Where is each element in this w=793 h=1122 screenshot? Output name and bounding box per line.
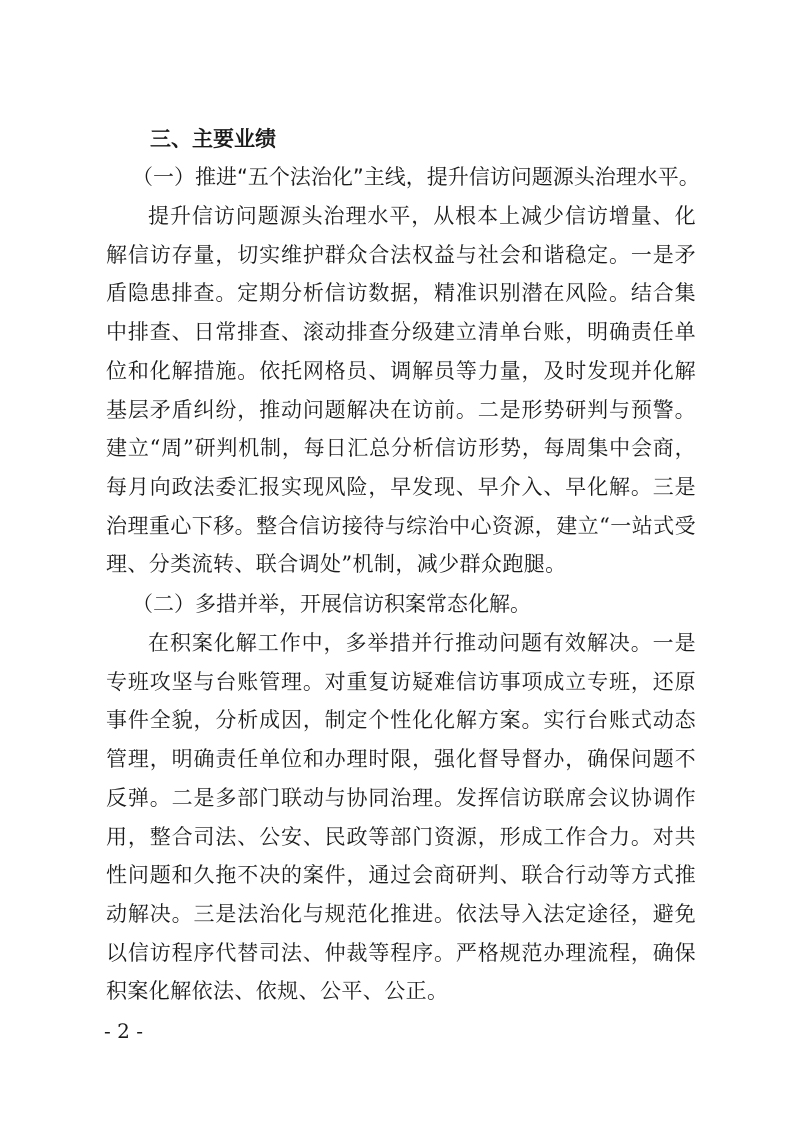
subsection-heading-1: （一）推进“五个法治化”主线，提升信访问题源头治理水平。 [132,165,700,189]
subsection-heading-2: （二）多措并举，开展信访积案常态化解。 [132,592,531,616]
body-paragraph-1: 提升信访问题源头治理水平，从根本上减少信访增量、化解信访存量，切实维护群众合法权益与社会和谐稳定。一是矛盾隐患排查。定期分析信访数据，精准识别潜在风险。结合集中排查、日常排查、滚动排查分级建立清单台账，明确责任单位和化解措施。依托网格员、调解员等力量，及时发现并化解基层矛盾纠纷，推动问题解决在访前。二是形势研判与预警。建立“周”研判机制，每日汇总分析信访形势，每周集中会商，每月向政法委汇报实现风险，早发现、早介入、早化解。三是治理重心下移。整合信访接待与综治中心资源，建立“一站式受理、分类流转、联合调处”机制，减少群众跑腿。 [106,204,696,577]
section-title: 三、主要业绩 [150,127,276,151]
body-paragraph-2: 在积案化解工作中，多举措并行推动问题有效解决。一是专班攻坚与台账管理。对重复访疑难信访事项成立专班，还原事件全貌，分析成因，制定个性化化解方案。实行台账式动态管理，明确责任单位和办理时限，强化督导督办，确保问题不反弹。二是多部门联动与协同治理。发挥信访联席会议协调作用，整合司法、公安、民政等部门资源，形成工作合力。对共性问题和久拖不决的案件，通过会商研判、联合行动等方式推动解决。三是法治化与规范化推进。依法导入法定途径，避免以信访程序代替司法、仲裁等程序。严格规范办理流程，确保积案化解依法、依规、公平、公正。 [106,631,696,1004]
page-number: - 2 - [104,1019,143,1043]
